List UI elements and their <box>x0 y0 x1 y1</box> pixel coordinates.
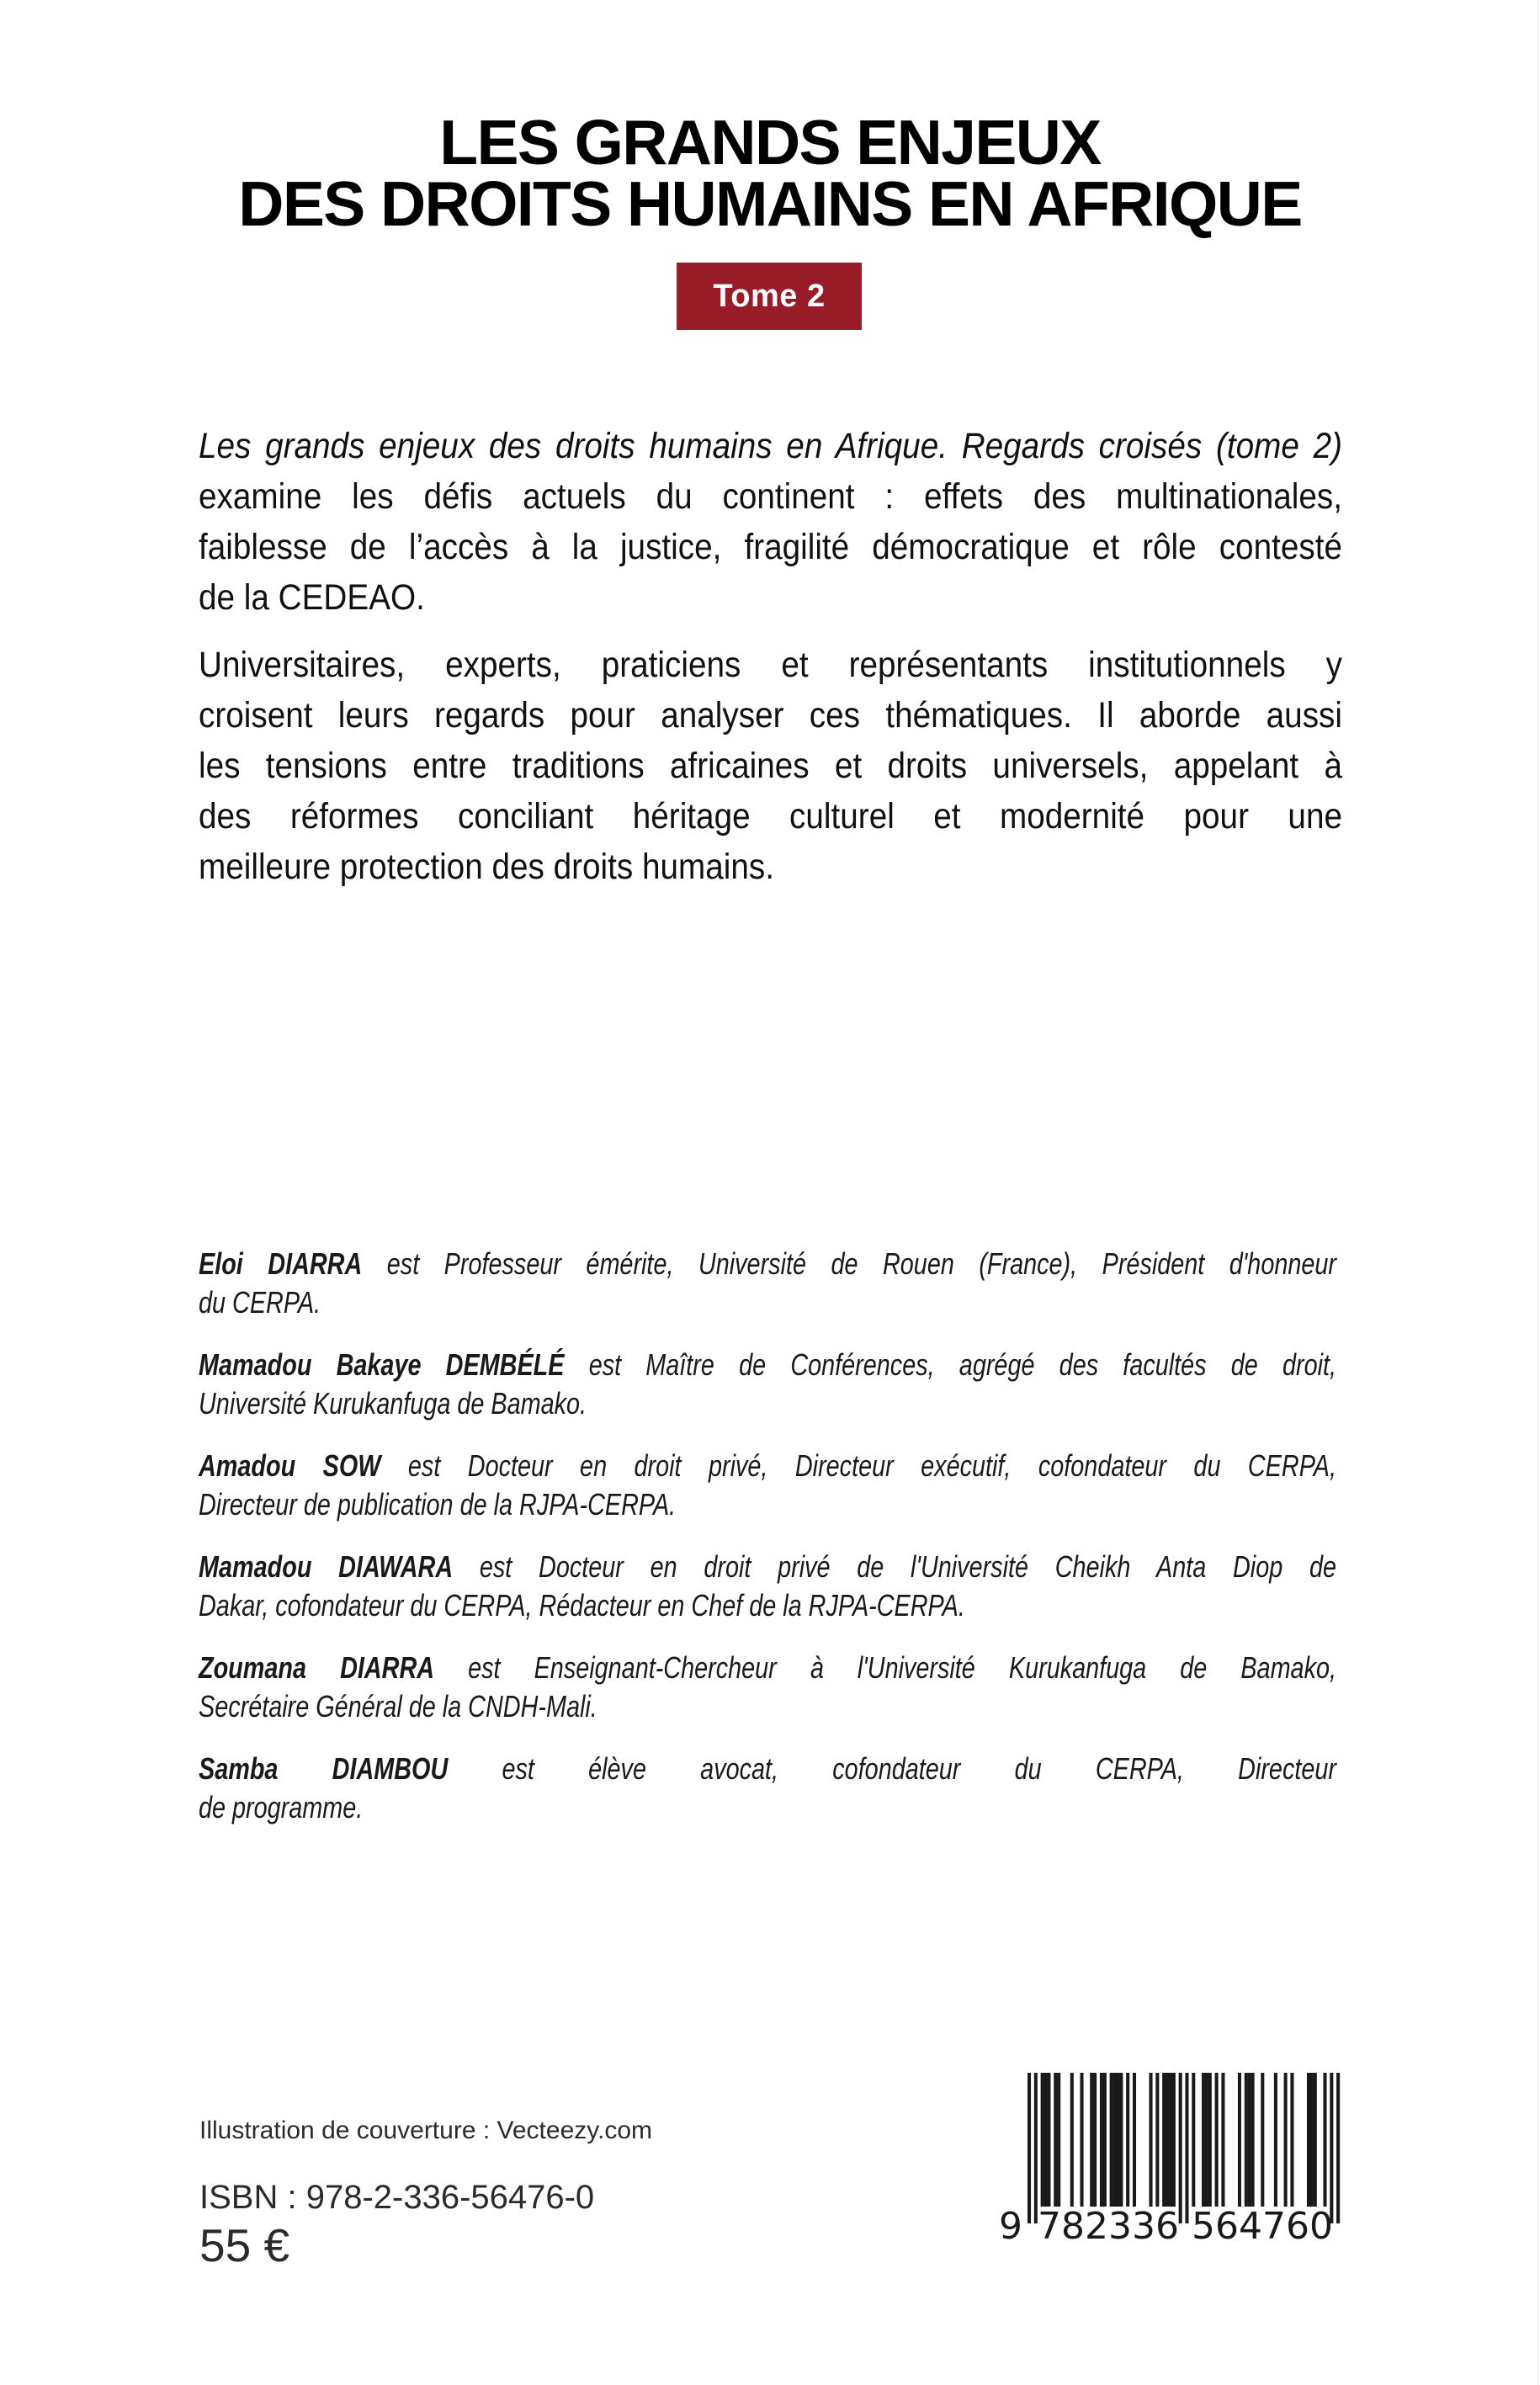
author-bio <box>199 1548 1336 1625</box>
author-bio-text: est élève avocat, cofondateur du CERPA, Directeur <box>502 1751 1336 1786</box>
author-bio-text: est Maître de Conférences, agrégé des facultés de droit, <box>588 1347 1336 1382</box>
book-title-line-2: DES DROITS HUMAINS EN AFRIQUE <box>238 168 1302 239</box>
author-bio-text: est Docteur en droit privé, Directeur exécutif, cofondateur du CERPA, <box>407 1448 1336 1483</box>
description-paragraph-2 <box>199 640 1342 892</box>
author-bios <box>199 1245 1336 1851</box>
description-line: de la CEDEAO. <box>199 577 425 618</box>
author-name: Amadou SOW <box>199 1448 381 1483</box>
description-line: croisent leurs regards pour analyser ces thématiques. Il aborde aussi <box>199 695 1342 736</box>
description-line: Les grands enjeux des droits humains en Afrique. Regards croisés (tome 2) <box>199 426 1342 466</box>
author-bio-line: Université Kurukanfuga de Bamako. <box>199 1386 587 1421</box>
author-name: Zoumana DIARRA <box>199 1650 435 1685</box>
author-bio-line <box>199 1447 1336 1485</box>
author-bio <box>199 1346 1336 1423</box>
author-bio <box>199 1649 1336 1726</box>
author-bio-line: du CERPA. <box>199 1285 321 1320</box>
author-name: Samba DIAMBOU <box>199 1751 449 1786</box>
back-cover-description <box>199 421 1342 909</box>
barcode-digit-lead: 9 <box>999 2205 1022 2248</box>
author-bio-text: est Professeur émérite, Université de Rouen (France), Président d'honneur <box>386 1246 1336 1281</box>
barcode-bars <box>1028 2073 1340 2223</box>
volume-badge-label: Tome 2 <box>713 278 826 314</box>
author-bio-line <box>199 1649 1336 1687</box>
barcode-digits-left: 782336 <box>1038 2205 1179 2248</box>
author-bio-line: Dakar, cofondateur du CERPA, Rédacteur en Chef de la RJPA-CERPA. <box>199 1588 965 1623</box>
volume-badge <box>677 263 862 330</box>
page-edge <box>1537 0 1538 2385</box>
book-title <box>0 107 1540 239</box>
barcode-digits-right: 564760 <box>1192 2205 1333 2248</box>
description-line: faiblesse de l’accès à la justice, fragilité démocratique et rôle contesté <box>199 527 1342 567</box>
author-bio-text: est Docteur en droit privé de l'Université Cheikh Anta Diop de <box>479 1549 1336 1584</box>
author-bio-line <box>199 1548 1336 1586</box>
isbn: ISBN : 978-2-336-56476-0 <box>199 2179 595 2216</box>
author-name: Eloi DIARRA <box>199 1246 363 1281</box>
price: 55 € <box>199 2219 290 2271</box>
cover-illustration-credit: Illustration de couverture : Vecteezy.com <box>199 2117 653 2144</box>
author-bio <box>199 1750 1336 1827</box>
author-bio-line <box>199 1750 1336 1788</box>
author-bio <box>199 1447 1336 1524</box>
author-name: Mamadou Bakaye DEMBÉLÉ <box>199 1347 565 1382</box>
description-line: examine les défis actuels du continent : effets des multinationales, <box>199 476 1342 517</box>
author-bio-line: Directeur de publication de la RJPA-CERPA. <box>199 1487 677 1522</box>
author-bio <box>199 1245 1336 1322</box>
author-bio-text: est Enseignant-Chercheur à l'Université Kurukanfuga de Bamako, <box>468 1650 1336 1685</box>
author-bio-line <box>199 1346 1336 1384</box>
author-bio-line: Secrétaire Général de la CNDH-Mali. <box>199 1689 597 1724</box>
description-paragraph-1 <box>199 421 1342 623</box>
author-bio-line: de programme. <box>199 1790 364 1825</box>
description-line: meilleure protection des droits humains. <box>199 847 775 887</box>
author-bio-line <box>199 1245 1336 1283</box>
book-title-line-1: LES GRANDS ENJEUX <box>439 107 1101 178</box>
ean13-barcode <box>993 2066 1346 2251</box>
description-line: Universitaires, experts, praticiens et représentants institutionnels y <box>199 645 1342 685</box>
author-name: Mamadou DIAWARA <box>199 1549 454 1584</box>
description-line: les tensions entre traditions africaines et droits universels, appelant à <box>199 746 1342 786</box>
description-line: des réformes conciliant héritage culturel et modernité pour une <box>199 796 1342 837</box>
